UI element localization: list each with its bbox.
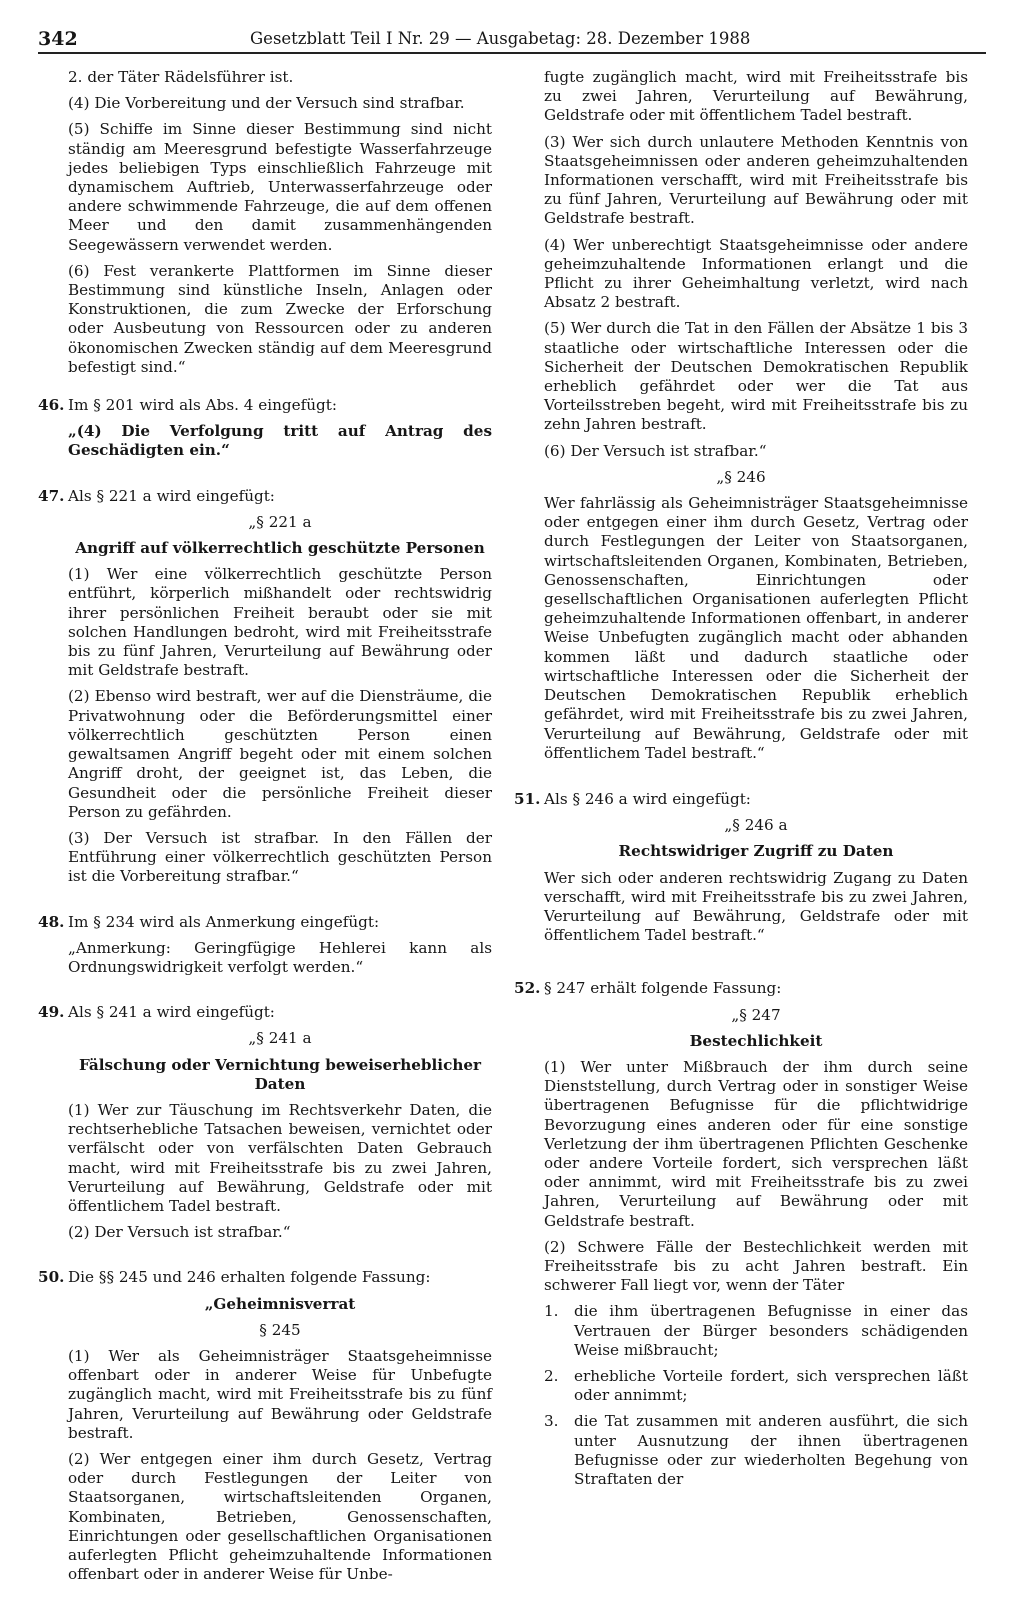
item-number: 50. [38, 1268, 65, 1287]
paragraph: (2) Ebenso wird bestraft, wer auf die Diensträume, die Privatwohnung oder die Beförderungsmittel einer völkerrechtlich geschützten Person einen gewaltsamen Angriff begeht oder mit einem solchen Angriff droht, der geeignet ist, das Leben, die Gesundheit oder die persönliche Freiheit dieser Person zu gefährden. [68, 687, 492, 821]
amendment-quote: „(4) Die Verfolgung tritt auf Antrag des Geschädigten ein.“ [68, 422, 492, 460]
paragraph: (5) Schiffe im Sinne dieser Bestimmung sind nicht ständig am Meeresgrund befestigte Wasserfahrzeuge jedes beliebigen Typs einschließlich Fahrzeuge mit dynamischem Auftrieb, Unterwasserfahrzeuge oder andere schwimmende Fahrzeuge, die auf dem offenen Meer und den damit zusammenhängenden Seegewässern verwendet werden. [68, 120, 492, 254]
paragraph: (1) Wer unter Mißbrauch der ihm durch seine Dienststellung, durch Vertrag oder in sonstiger Weise übertragenen Befugnisse für die pflichtwidrige Bevorzugung eines anderen oder für eine sonstige Verletzung der ihm übertragenen Pflichten Geschenke oder andere Vorteile fordert, sich versprechen läßt oder annimmt, wird mit Freiheitsstrafe bis zu zwei Jahren, Verurteilung auf Bewährung oder mit Geldstrafe bestraft. [544, 1057, 968, 1230]
paragraph: (6) Fest verankerte Plattformen im Sinne dieser Bestimmung sind künstliche Inseln, Anlagen oder Konstruktionen, die zum Zwecke der Erforschung oder Ausbeutung von Ressourcen oder zu anderen ökonomischen Zwecken ständig auf dem Meeresgrund befestigt sind.“ [68, 261, 492, 376]
amendment-item [38, 1268, 492, 1591]
list-text: die ihm übertragenen Befugnisse in einer das Vertrauen der Bürger besonders schädigenden Weise mißbraucht; [574, 1302, 968, 1359]
paragraph: (6) Der Versuch ist strafbar.“ [544, 441, 767, 460]
list-text: die Tat zusammen mit anderen ausführt, die sich unter Ausnutzung der ihnen übertragenen Befugnisse oder zur wiederholten Begehung von Straftaten der [574, 1412, 968, 1488]
list-item [544, 1412, 968, 1489]
list-number: 3. [544, 1412, 559, 1431]
right-column [514, 68, 968, 1503]
paragraph: (1) Wer als Geheimnisträger Staatsgeheimnisse offenbart oder in anderer Weise für Unbefugte zugänglich macht, wird mit Freiheitsstrafe bis zu fünf Jahren, Verurteilung auf Bewährung oder Geldstrafe bestraft. [68, 1346, 492, 1442]
paragraph: (3) Wer sich durch unlautere Methoden Kenntnis von Staatsgeheimnissen oder anderen geheimzuhaltenden Informationen verschafft, wird mit Freiheitsstrafe bis zu fünf Jahren, Verurteilung auf Bewährung oder mit Geldstrafe bestraft. [544, 132, 968, 228]
section-number: „§ 221 a [248, 512, 312, 531]
section-number: „§ 241 a [248, 1029, 312, 1048]
section-number: „§ 247 [731, 1005, 781, 1024]
list-number: 1. [544, 1302, 559, 1321]
item-number: 52. [514, 979, 541, 998]
amendment-instruction: Im § 201 wird als Abs. 4 eingefügt: [68, 396, 337, 415]
amendment-instruction: Die §§ 245 und 246 erhalten folgende Fassung: [68, 1268, 431, 1287]
section-title: „Geheimnisverrat [204, 1294, 356, 1313]
section-title: Fälschung oder Vernichtung beweiserheblicher Daten [78, 1055, 482, 1093]
amendment-item [38, 487, 492, 894]
paragraph: (5) Wer durch die Tat in den Fällen der Absätze 1 bis 3 staatliche oder wirtschaftliche Interessen oder die Sicherheit der Deutschen Demokratischen Republik erheblich gefährdet oder wer die Tat aus Vorteilsstreben begeht, wird mit Freiheitsstrafe bis zu zehn Jahren bestraft. [544, 319, 968, 434]
section-title: Bestechlichkeit [689, 1031, 823, 1050]
paragraph: (4) Wer unberechtigt Staatsgeheimnisse oder andere geheimzuhaltende Informationen erlangt und die Pflicht zu ihrer Geheimhaltung verletzt, wird nach Absatz 2 bestraft. [544, 235, 968, 312]
paragraph: Wer fahrlässig als Geheimnisträger Staatsgeheimnisse oder entgegen einer ihm durch Gesetz, Vertrag oder durch Festlegungen der Leiter von Staatsorganen, wirtschaftsleitenden Organen, Kombinaten, Betrieben, Genossenschaften, Einrichtungen oder gesellschaftlichen Organisationen auferlegten Pflicht geheimzuhaltende Informationen offenbart, in anderer Weise Unbefugten zugänglich macht oder abhanden kommen läßt und dadurch staatliche oder wirtschaftliche Interessen oder die Sicherheit der Deutschen Demokratischen Republik erheblich gefährdet, wird mit Freiheitsstrafe bis zu zwei Jahren, Verurteilung auf Bewährung, Geldstrafe oder mit öffentlichem Tadel bestraft.“ [544, 494, 968, 762]
paragraph: (2) Schwere Fälle der Bestechlichkeit werden mit Freiheitsstrafe bis zu acht Jahren bestraft. Ein schwerer Fall liegt vor, wenn der Täter [544, 1237, 968, 1295]
paragraph: (2) Wer entgegen einer ihm durch Gesetz, Vertrag oder durch Festlegungen der Leiter von Staatsorganen, wirtschaftsleitenden Organen, Kombinaten, Betrieben, Genossenschaften, Einrichtungen oder gesellschaftlichen Organisationen auferlegten Pflicht geheimzuhaltende Informationen offenbart oder in anderer Weise für Unbe- [68, 1449, 492, 1584]
item-number: 47. [38, 486, 65, 505]
amendment-item [38, 913, 492, 985]
item-number: 46. [38, 396, 65, 415]
item-number: 51. [514, 789, 541, 808]
paragraph: fugte zugänglich macht, wird mit Freiheitsstrafe bis zu zwei Jahren, Verurteilung auf Bewährung, Geldstrafe oder mit öffentlichem Tadel bestraft. [544, 68, 968, 125]
amendment-instruction: § 247 erhält folgende Fassung: [544, 979, 782, 998]
amendment-item [514, 790, 968, 952]
section-number: § 245 [259, 1320, 301, 1339]
section-title: Angriff auf völkerrechtlich geschützte Personen [75, 539, 485, 558]
amendment-item [514, 979, 968, 1496]
section-number: „§ 246 [716, 467, 766, 486]
amendment-instruction: Im § 234 wird als Anmerkung eingefügt: [68, 912, 380, 931]
amendment-instruction: Als § 221 a wird eingefügt: [68, 486, 275, 505]
paragraph: (3) Der Versuch ist strafbar. In den Fällen der Entführung einer völkerrechtlich geschützten Person ist die Vorbereitung strafbar.“ [68, 828, 492, 886]
list-item [544, 1302, 968, 1360]
paragraph: (2) Der Versuch ist strafbar.“ [68, 1223, 291, 1242]
amendment-instruction: Als § 246 a wird eingefügt: [544, 789, 751, 808]
amendment-item [38, 396, 492, 468]
page-header [38, 28, 986, 58]
list-number: 2. [544, 1366, 559, 1385]
list-text: erhebliche Vorteile fordert, sich versprechen läßt oder annimmt; [574, 1366, 968, 1405]
paragraph: (1) Wer eine völkerrechtlich geschützte Person entführt, körperlich mißhandelt oder rechtswidrig ihrer persönlichen Freiheit beraubt oder sie mit solchen Handlungen bedroht, wird mit Freiheitsstrafe bis zu fünf Jahren, Verurteilung auf Bewährung oder mit Geldstrafe bestraft. [68, 565, 492, 680]
header-rule [38, 52, 986, 54]
left-column [38, 68, 492, 1598]
page-number: 342 [38, 28, 78, 50]
paragraph: Wer sich oder anderen rechtswidrig Zugang zu Daten verschafft, wird mit Freiheitsstrafe bis zu zwei Jahren, Verurteilung auf Bewährung, Geldstrafe oder mit öffentlichem Tadel bestraft.“ [544, 868, 968, 945]
gazette-header-title: Gesetzblatt Teil I Nr. 29 — Ausgabetag: 28. Dezember 1988 [250, 29, 751, 48]
amendment-item [38, 1003, 492, 1249]
paragraph: (1) Wer zur Täuschung im Rechtsverkehr Daten, die rechtserhebliche Tatsachen beweisen, vernichtet oder verfälscht oder von verfälschten Daten Gebrauch macht, wird mit Freiheitsstrafe bis zu zwei Jahren, Verurteilung auf Bewährung, Geldstrafe oder mit öffentlichem Tadel bestraft. [68, 1100, 492, 1215]
amendment-instruction: Als § 241 a wird eingefügt: [68, 1003, 275, 1022]
item-number: 49. [38, 1003, 65, 1022]
paragraph: 2. der Täter Rädelsführer ist. [68, 68, 294, 86]
section-number: „§ 246 a [724, 816, 788, 835]
section-title: Rechtswidriger Zugriff zu Daten [618, 842, 894, 861]
list-item [544, 1367, 968, 1405]
amendment-quote: „Anmerkung: Geringfügige Hehlerei kann als Ordnungswidrigkeit verfolgt werden.“ [68, 938, 492, 976]
paragraph: (4) Die Vorbereitung und der Versuch sind strafbar. [68, 94, 465, 113]
item-number: 48. [38, 912, 65, 931]
